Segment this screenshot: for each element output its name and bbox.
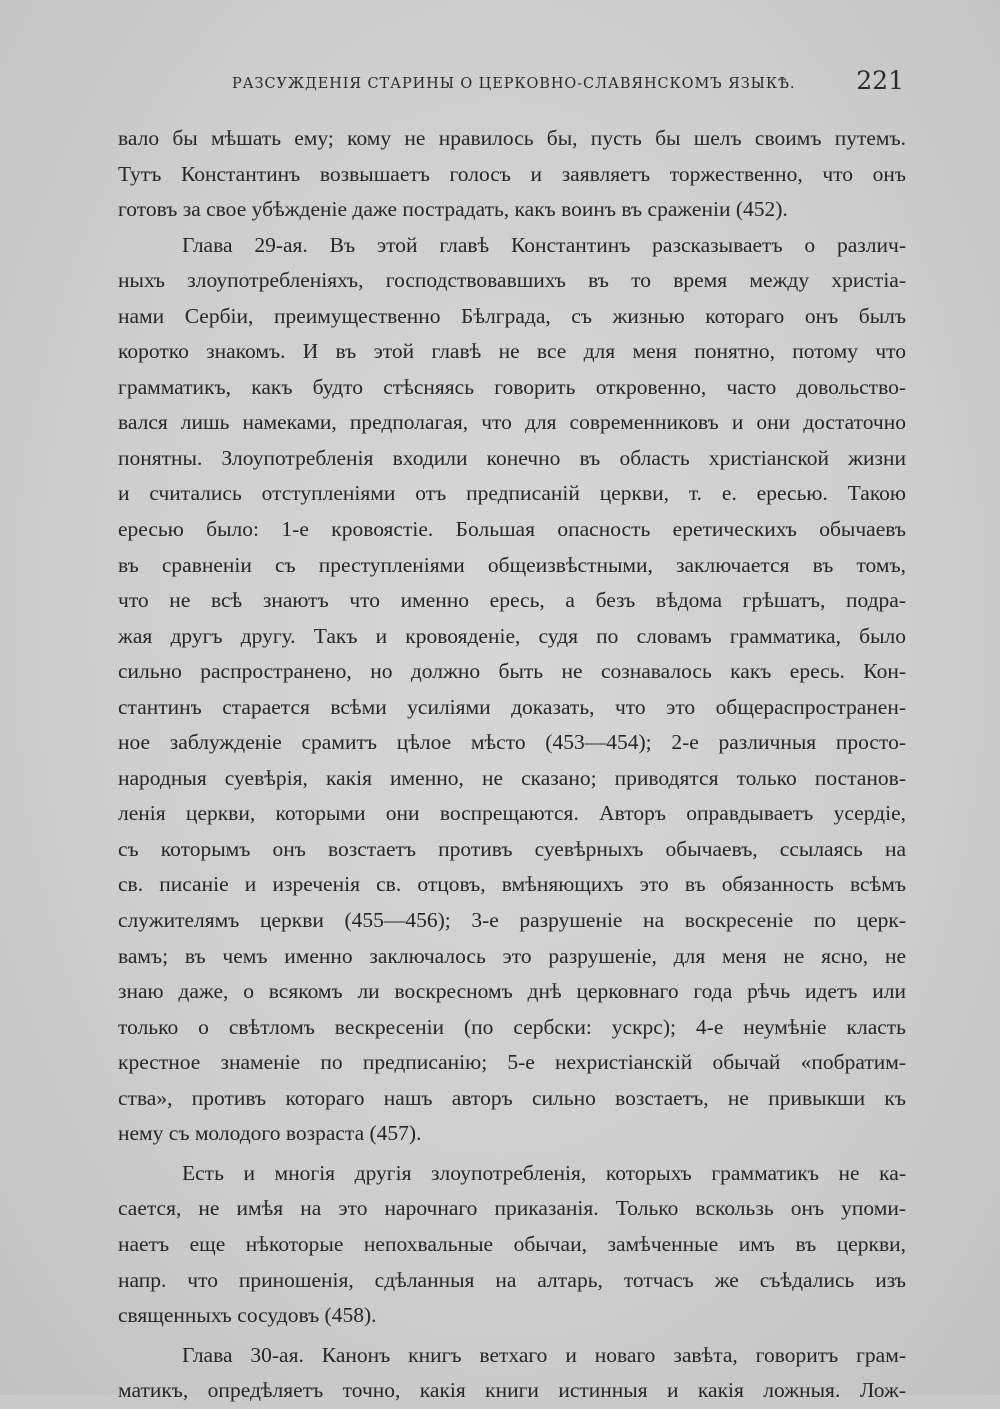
text-line: Глава 29-ая. Въ этой главѣ Константинъ разсказываетъ о различ-	[182, 232, 906, 257]
text-line: вало бы мѣшать ему; кому не нравилось бы, пусть бы шелъ своимъ путемъ.	[118, 126, 906, 150]
text-line: только о свѣтломъ вескресеніи (по сербски: ускрс); 4-е неумѣніе класть	[118, 1014, 906, 1039]
text-line: коротко знакомъ. И въ этой главѣ не все для меня понятно, потому что	[118, 339, 906, 364]
text-line: сается, не имѣя на это нарочнаго приказанія. Только вскользь онъ упоми-	[118, 1196, 906, 1221]
text-line: ныхъ злоупотребленіяхъ, господствовавшихъ въ то время между христіа-	[118, 268, 906, 293]
running-head: РАЗСУЖДЕНІЯ СТАРИНЫ О ЦЕРКОВНО-СЛАВЯНСКОМЪ ЯЗЫКѢ.	[232, 76, 796, 92]
text-line: св. писаніе и изреченія св. отцовъ, вмѣняющихъ это въ обязанность всѣмъ	[118, 872, 906, 897]
text-line: сильно распространено, но должно быть не сознавалось какъ ересь. Кон-	[118, 659, 906, 684]
text-line: грамматикъ, какъ будто стѣсняясь говорить откровенно, часто довольство-	[118, 374, 906, 399]
text-line: знаю даже, о всякомъ ли воскресномъ днѣ церковнаго года рѣчь идетъ или	[118, 979, 906, 1004]
page-number: 221	[856, 66, 904, 95]
body-text	[118, 121, 906, 1409]
text-line: нему съ молодого возраста (457).	[118, 1121, 422, 1146]
text-line: священныхъ сосудовъ (458).	[118, 1303, 377, 1328]
text-line: и считались отступленіями отъ предписаній церкви, т. е. ересью. Такою	[118, 481, 906, 506]
text-line: ное заблужденіе срамитъ цѣлое мѣсто (453—454); 2-е различныя просто-	[118, 730, 906, 755]
text-line: Глава 30-ая. Канонъ книгъ ветхаго и новаго завѣта, говоритъ грам-	[182, 1342, 906, 1367]
text-line: напр. что приношенія, сдѣланныя на алтарь, тотчасъ же съѣдались изъ	[118, 1267, 906, 1292]
text-line: крестное знаменіе по предписанію; 5-е нехристіанскій обычай «побратим-	[118, 1050, 906, 1075]
text-line: ства», противъ котораго нашъ авторъ сильно возстаетъ, не привыкши къ	[118, 1085, 906, 1110]
text-line: Тутъ Константинъ возвышаетъ голосъ и заявляетъ торжественно, что онъ	[118, 161, 906, 186]
text-line: понятны. Злоупотребленія входили конечно въ область христіанской жизни	[118, 445, 906, 470]
text-line: стантинъ старается всѣми усиліями доказать, что это общераспространен-	[118, 694, 906, 719]
page-header	[232, 66, 904, 100]
text-line: съ которымъ онъ возстаетъ противъ суевѣрныхъ обычаевъ, ссылаясь на	[118, 836, 906, 861]
text-line: жая другъ другу. Такъ и кровояденіе, судя по словамъ грамматика, было	[118, 623, 906, 648]
text-line: служителямъ церкви (455—456); 3-е разрушеніе на воскресеніе по церк-	[118, 908, 906, 933]
text-line: Есть и многія другія злоупотребленія, которыхъ грамматикъ не ка-	[182, 1160, 906, 1185]
text-line: матикъ, опредѣляетъ точно, какія книги истинныя и какія ложныя. Лож-	[118, 1378, 906, 1403]
text-line: народныя суевѣрія, какія именно, не сказано; приводятся только постанов-	[118, 765, 906, 790]
text-line: ленія церкви, которыми они воспрещаются. Авторъ оправдываетъ усердіе,	[118, 801, 906, 826]
text-line: вался лишь намеками, предполагая, что для современниковъ и они достаточно	[118, 410, 906, 435]
text-line: наетъ еще нѣкоторые непохвальные обычаи, замѣченные имъ въ церкви,	[118, 1231, 906, 1256]
text-line: готовъ за свое убѣжденіе даже пострадать, какъ воинъ въ сраженіи (452).	[118, 197, 788, 222]
text-line: вамъ; въ чемъ именно заключалось это разрушеніе, для меня не ясно, не	[118, 943, 906, 968]
text-line: въ сравненіи съ преступленіями общеизвѣстными, заключается въ томъ,	[118, 552, 906, 577]
text-line: ересью было: 1-е кровоястіе. Большая опасность еретическихъ обычаевъ	[118, 517, 906, 542]
text-line: нами Сербіи, преимущественно Бѣлграда, съ жизнью котораго онъ былъ	[118, 303, 906, 328]
text-line: что не всѣ знаютъ что именно ересь, а безъ вѣдома грѣшатъ, подра-	[118, 588, 906, 613]
